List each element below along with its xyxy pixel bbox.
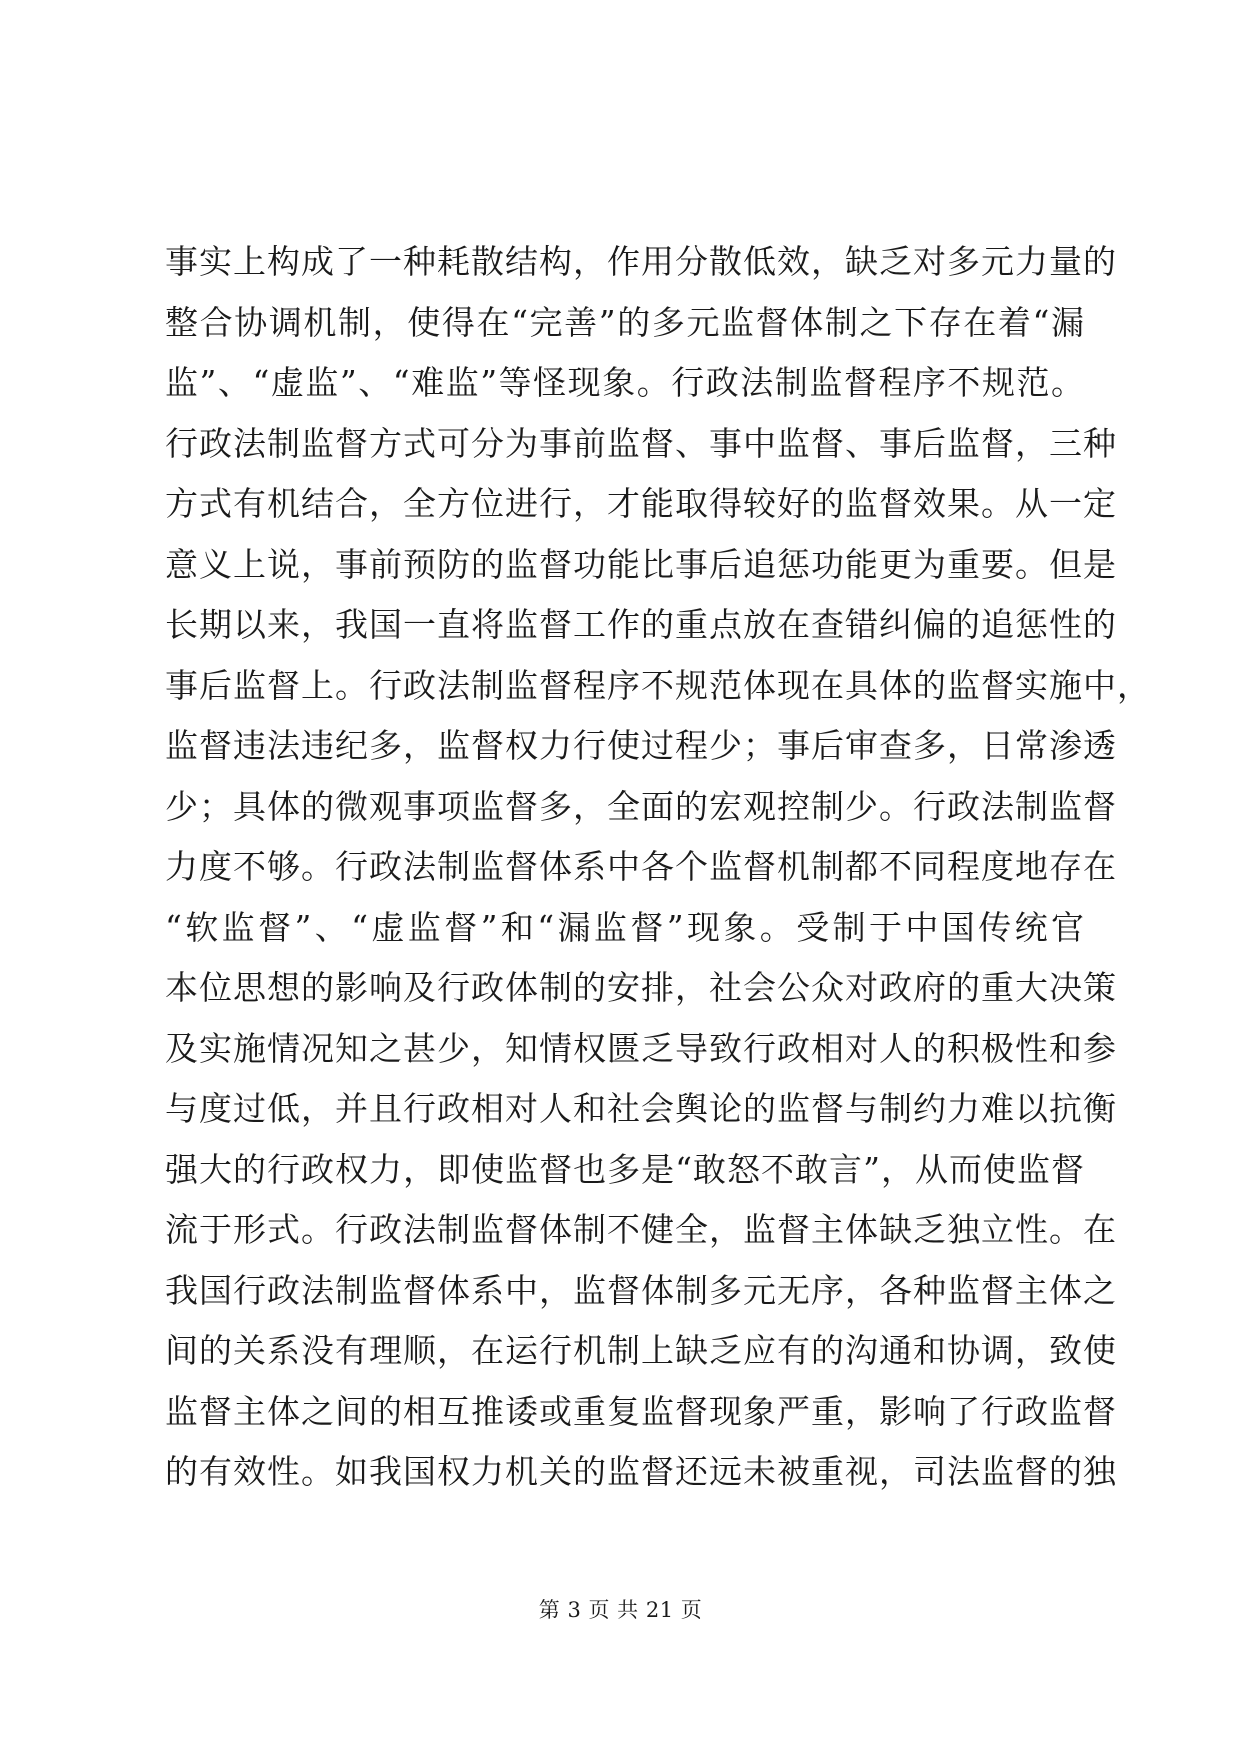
text-line: 及实施情况知之甚少，知情权匮乏导致行政相对人的积极性和参 [165,1028,1117,1068]
text-line: 事实上构成了一种耗散结构，作用分散低效，缺乏对多元力量的 [165,242,1117,281]
text-line: 流于形式。行政法制监督体制不健全，监督主体缺乏独立性。在 [165,1210,1117,1249]
text-line: 长期以来，我国一直将监督工作的重点放在查错纠偏的追惩性的 [165,605,1117,644]
text-line: 事后监督上。行政法制监督程序不规范体现在具体的监督实施中， [165,665,1151,705]
text-line: 整合协调机制，使得在“完善”的多元监督体制之下存在着“漏 [165,302,1085,342]
text-line: 本位思想的影响及行政体制的安排，社会公众对政府的重大决策 [165,968,1117,1007]
text-line: 监督主体之间的相互推诿或重复监督现象严重，影响了行政监督 [165,1391,1117,1431]
text-line: 方式有机结合，全方位进行，才能取得较好的监督效果。从一定 [165,484,1117,523]
text-line: 监”、“虚监”、“难监”等怪现象。行政法制监督程序不规范。 [165,363,1085,402]
text-line: 行政法制监督方式可分为事前监督、事中监督、事后监督，三种 [165,423,1117,463]
text-line: 我国行政法制监督体系中，监督体制多元无序，各种监督主体之 [165,1270,1117,1310]
text-line: 与度过低，并且行政相对人和社会舆论的监督与制约力难以抗衡 [165,1089,1117,1128]
text-line: 力度不够。行政法制监督体系中各个监督机制都不同程度地存在 [165,847,1117,886]
text-line: 意义上说，事前预防的监督功能比事后追惩功能更为重要。但是 [165,544,1117,584]
text-line: 间的关系没有理顺，在运行机制上缺乏应有的沟通和协调，致使 [165,1331,1117,1370]
text-line: 强大的行政权力，即使监督也多是“敢怒不敢言”，从而使监督 [165,1149,1085,1189]
text-line: 监督违法违纪多，监督权力行使过程少；事后审查多，日常渗透 [165,726,1117,765]
page-number-footer: 第 3 页 共 21 页 [538,1598,703,1622]
text-line: “软监督”、“虚监督”和“漏监督”现象。受制于中国传统官 [165,907,1085,947]
body-text [165,232,1151,1503]
text-line: 少；具体的微观事项监督多，全面的宏观控制少。行政法制监督 [165,786,1117,826]
text-line: 的有效性。如我国权力机关的监督还远未被重视，司法监督的独 [165,1452,1117,1491]
